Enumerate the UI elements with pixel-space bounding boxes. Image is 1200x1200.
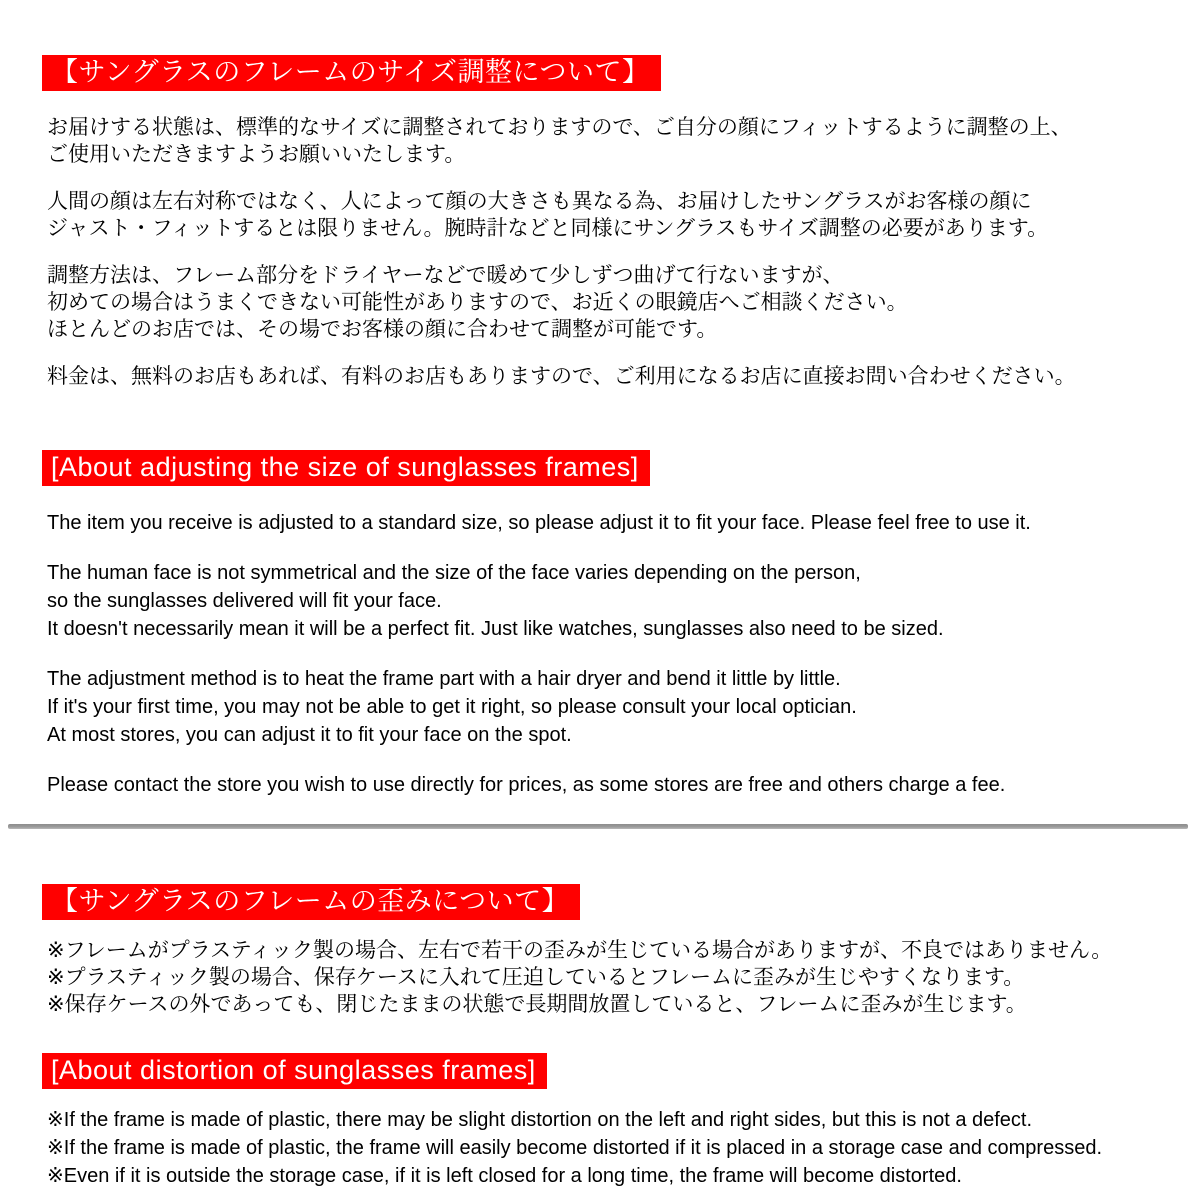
- paragraph-line: 人間の顔は左右対称ではなく、人によって顔の大きさも異なる為、お届けしたサングラスがお客様の顔に: [47, 190, 1032, 213]
- heading-text: 【サングラスのフレームの歪みについて】: [51, 886, 570, 916]
- section-divider: [8, 824, 1188, 829]
- en-size-paragraph-1: [47, 509, 1160, 537]
- paragraph-line: At most stores, you can adjust it to fit your face on the spot.: [47, 724, 572, 746]
- jp-distortion-notes: [47, 937, 1160, 1018]
- en-size-paragraph-3: [47, 665, 1160, 749]
- note-line: ※保存ケースの外であっても、閉じたままの状態で長期間放置していると、フレームに歪みが生じます。: [47, 993, 1027, 1016]
- en-size-paragraph-2: [47, 559, 1160, 643]
- en-size-paragraph-4: [47, 771, 1160, 799]
- paragraph-line: The item you receive is adjusted to a standard size, so please adjust it to fit your face. Please feel free to use it.: [47, 512, 1031, 534]
- paragraph-line: ほとんどのお店では、その場でお客様の顔に合わせて調整が可能です。: [47, 318, 718, 341]
- note-line: ※プラスティック製の場合、保存ケースに入れて圧迫しているとフレームに歪みが生じやすくなります。: [47, 966, 1025, 989]
- note-line: ※If the frame is made of plastic, the frame will easily become distorted if it is placed in a storage case and compressed.: [47, 1137, 1103, 1159]
- heading-banner-jp-size-adjust: [42, 55, 661, 91]
- jp-size-paragraph-2: [47, 188, 1160, 242]
- heading-text: 【サングラスのフレームのサイズ調整について】: [51, 57, 650, 87]
- en-distortion-notes: [47, 1106, 1160, 1190]
- paragraph-line: ジャスト・フィットするとは限りません。腕時計などと同様にサングラスもサイズ調整の必要があります。: [47, 217, 1049, 240]
- paragraph-line: 調整方法は、フレーム部分をドライヤーなどで暖めて少しずつ曲げて行ないますが、: [47, 264, 844, 287]
- paragraph-line: It doesn't necessarily mean it will be a perfect fit. Just like watches, sunglasses also need to be sized.: [47, 618, 944, 640]
- heading-text: [About adjusting the size of sunglasses frames]: [51, 452, 639, 482]
- paragraph-line: If it's your first time, you may not be able to get it right, so please consult your local optician.: [47, 696, 857, 718]
- jp-size-paragraph-1: [47, 114, 1160, 168]
- note-line: ※If the frame is made of plastic, there may be slight distortion on the left and right sides, but this is not a defect.: [47, 1109, 1033, 1131]
- paragraph-line: 料金は、無料のお店もあれば、有料のお店もありますので、ご利用になるお店に直接お問い合わせください。: [47, 365, 1076, 388]
- paragraph-line: Please contact the store you wish to use directly for prices, as some stores are free and others charge a fee.: [47, 774, 1006, 796]
- jp-size-paragraph-4: [47, 363, 1160, 390]
- heading-text: [About distortion of sunglasses frames]: [51, 1055, 536, 1085]
- paragraph-line: お届けする状態は、標準的なサイズに調整されておりますので、ご自分の顔にフィットするように調整の上、: [47, 116, 1072, 139]
- note-line: ※Even if it is outside the storage case, if it is left closed for a long time, the frame will become distorted.: [47, 1165, 962, 1187]
- note-line: ※フレームがプラスティック製の場合、左右で若干の歪みが生じている場合がありますが、不良ではありません。: [47, 939, 1113, 962]
- heading-banner-en-distortion: [42, 1053, 547, 1089]
- paragraph-line: 初めての場合はうまくできない可能性がありますので、お近くの眼鏡店へご相談ください。: [47, 291, 908, 314]
- paragraph-line: ご使用いただきますようお願いいたします。: [47, 143, 466, 166]
- paragraph-line: The human face is not symmetrical and the size of the face varies depending on the person,: [47, 562, 861, 584]
- paragraph-line: The adjustment method is to heat the frame part with a hair dryer and bend it little by little.: [47, 668, 841, 690]
- jp-size-paragraph-3: [47, 262, 1160, 343]
- heading-banner-en-size-adjust: [42, 450, 650, 486]
- heading-banner-jp-distortion: [42, 884, 580, 920]
- paragraph-line: so the sunglasses delivered will fit your face.: [47, 590, 442, 612]
